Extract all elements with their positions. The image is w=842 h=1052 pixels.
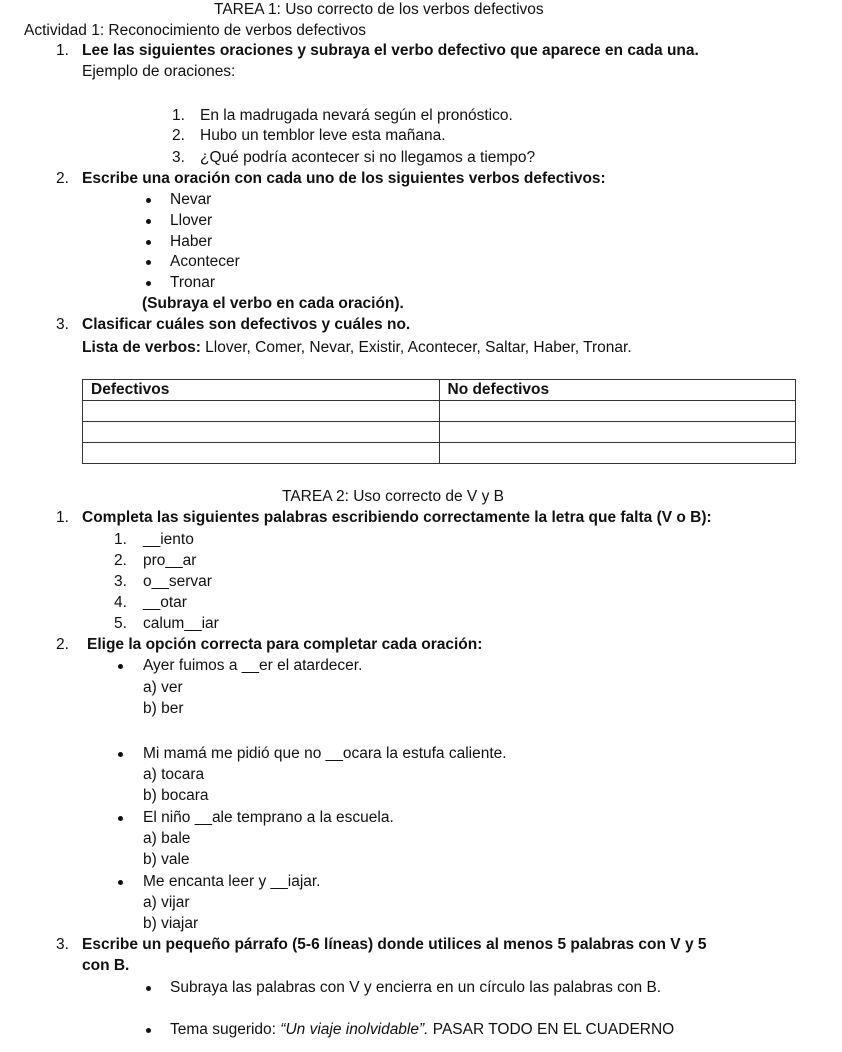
table-cell[interactable] [83, 443, 440, 464]
table-cell[interactable] [439, 422, 796, 443]
t1-q1-item-number: 2. [172, 127, 185, 144]
option-sentence: El niño __ale temprano a la escuela. [143, 809, 394, 826]
option-b: b) ber [143, 700, 184, 717]
table-cell[interactable] [439, 443, 796, 464]
t1-q3-instruction: Clasificar cuáles son defectivos y cuáles no. [82, 316, 411, 333]
t2-q1-item-number: 2. [114, 552, 127, 569]
t2-q1-item: __iento [143, 531, 194, 548]
theme-prefix: Tema sugerido: [170, 1021, 281, 1038]
bullet-icon [146, 986, 151, 991]
t2-q1-item: calum__iar [143, 615, 219, 632]
t2-q3-bullet2 [170, 1020, 674, 1040]
t1-q1-item-number: 1. [172, 107, 185, 124]
t2-q2-number: 2. [56, 636, 69, 653]
bullet-icon [146, 1028, 151, 1033]
option-sentence: Ayer fuimos a __er el atardecer. [143, 657, 363, 674]
t1-q2-number: 2. [56, 170, 69, 187]
t2-q3-instruction-line1: Escribe un pequeño párrafo (5-6 líneas) donde utilices al menos 5 palabras con V y 5 [82, 936, 707, 953]
table-cell[interactable] [83, 422, 440, 443]
t2-q1-item-number: 5. [114, 615, 127, 632]
t1-q1-number: 1. [56, 42, 69, 59]
t2-q1-item: o__servar [143, 573, 212, 590]
t1-q1-item: Hubo un temblor leve esta mañana. [200, 127, 446, 144]
option-a: a) tocara [143, 766, 205, 783]
verb-item: Llover [170, 212, 213, 229]
verb-list-values: Llover, Comer, Nevar, Existir, Acontecer, Saltar, Haber, Tronar. [200, 339, 632, 356]
table-cell[interactable] [83, 401, 440, 422]
table-header-defectivos: Defectivos [83, 380, 440, 401]
bullet-icon [146, 240, 151, 245]
actividad-title: Actividad 1: Reconocimiento de verbos defectivos [24, 22, 367, 39]
bullet-icon [146, 219, 151, 224]
t1-q2-note: (Subraya el verbo en cada oración). [142, 295, 404, 312]
table-row [83, 422, 796, 443]
t1-q1-item: ¿Qué podría acontecer si no llegamos a tiempo? [200, 149, 536, 166]
bullet-icon [146, 198, 151, 203]
option-sentence: Mi mamá me pidió que no __ocara la estufa caliente. [143, 745, 507, 762]
tarea2-title: TAREA 2: Uso correcto de V y B [282, 488, 504, 505]
verb-list-label: Lista de verbos: [82, 339, 201, 356]
option-a: a) ver [143, 679, 183, 696]
table-row [83, 443, 796, 464]
bullet-icon [146, 260, 151, 265]
verb-item: Tronar [170, 274, 216, 291]
bullet-icon [118, 816, 123, 821]
verb-item: Haber [170, 233, 213, 250]
t2-q1-item: pro__ar [143, 552, 197, 569]
t2-q1-item-number: 3. [114, 573, 127, 590]
bullet-icon [118, 752, 123, 757]
t2-q3-number: 3. [56, 936, 69, 953]
t1-q1-item: En la madrugada nevará según el pronóstico. [200, 107, 513, 124]
option-b: b) viajar [143, 915, 199, 932]
t2-q1-item-number: 1. [114, 531, 127, 548]
verb-item: Nevar [170, 191, 212, 208]
t2-q1-number: 1. [56, 509, 69, 526]
t1-q1-item-number: 3. [172, 149, 185, 166]
classification-table [82, 379, 796, 464]
t1-q2-instruction: Escribe una oración con cada uno de los siguientes verbos defectivos: [82, 170, 606, 187]
option-a: a) vijar [143, 894, 190, 911]
option-sentence: Me encanta leer y __iajar. [143, 873, 321, 890]
bullet-icon [118, 880, 123, 885]
option-b: b) vale [143, 851, 190, 868]
bullet-icon [146, 281, 151, 286]
table-row [83, 401, 796, 422]
t2-q1-instruction: Completa las siguientes palabras escribiendo correctamente la letra que falta (V o B): [82, 509, 712, 526]
t2-q2-instruction: Elige la opción correcta para completar cada oración: [87, 636, 483, 653]
t2-q1-item: __otar [143, 594, 187, 611]
theme-suffix: PASAR TODO EN EL CUADERNO [428, 1021, 675, 1038]
tarea1-title: TAREA 1: Uso correcto de los verbos defectivos [214, 1, 544, 18]
verb-list [82, 338, 632, 358]
table-cell[interactable] [439, 401, 796, 422]
t1-q1-subtitle: Ejemplo de oraciones: [82, 63, 236, 80]
option-b: b) bocara [143, 787, 209, 804]
t1-q1-instruction: Lee las siguientes oraciones y subraya el verbo defectivo que aparece en cada una. [82, 42, 699, 59]
t2-q3-instruction-line2: con B. [82, 957, 130, 974]
t2-q1-item-number: 4. [114, 594, 127, 611]
verb-item: Acontecer [170, 253, 240, 270]
bullet-icon [118, 664, 123, 669]
theme-title: “Un viaje inolvidable”. [280, 1021, 429, 1038]
table-header-no-defectivos: No defectivos [439, 380, 796, 401]
option-a: a) bale [143, 830, 191, 847]
t1-q3-number: 3. [56, 316, 69, 333]
t2-q3-bullet1: Subraya las palabras con V y encierra en un círculo las palabras con B. [170, 979, 662, 996]
